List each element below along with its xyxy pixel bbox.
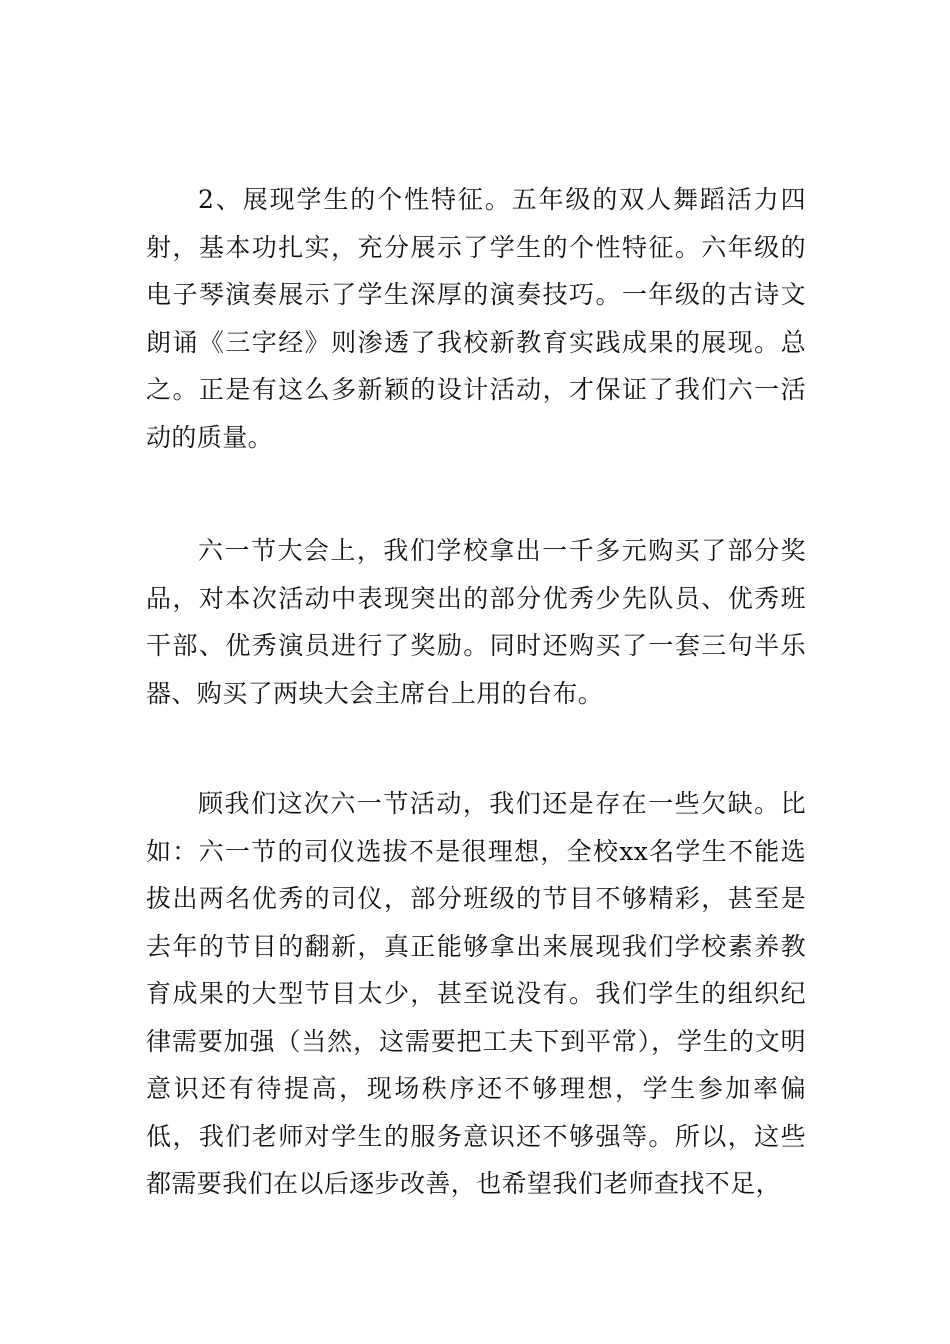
paragraph-shortcomings: 顾我们这次六一节活动，我们还是存在一些欠缺。比如：六一节的司仪选拔不是很理想，全校xx名学生不能选拔出两名优秀的司仪，部分班级的节目不够精彩，甚至是去年的节目的翻新，真正能够拿出来展现我们学校素养教育成果的大型节目太少，甚至说没有。我们学生的组织纪律需要加强（当然，这需要把工夫下到平常），学生的文明意识还有待提高，现场秩序还不够理想，学生参加率偏低，我们老师对学生的服务意识还不够强等。所以，这些都需要我们在以后逐步改善，也希望我们老师查找不足， bbox=[146, 789, 806, 1198]
paragraph-awards: 六一节大会上，我们学校拿出一千多元购买了部分奖品，对本次活动中表现突出的部分优秀少先队员、优秀班干部、优秀演员进行了奖励。同时还购买了一套三句半乐器、购买了两块大会主席台上用的台布。 bbox=[146, 536, 806, 708]
paragraph-student-personality: 2、展现学生的个性特征。五年级的双人舞蹈活力四射，基本功扎实，充分展示了学生的个性特征。六年级的电子琴演奏展示了学生深厚的演奏技巧。一年级的古诗文朗诵《三字经》则渗透了我校新教育实践成果的展现。总之。正是有这么多新颖的设计活动，才保证了我们六一活动的质量。 bbox=[146, 185, 806, 452]
